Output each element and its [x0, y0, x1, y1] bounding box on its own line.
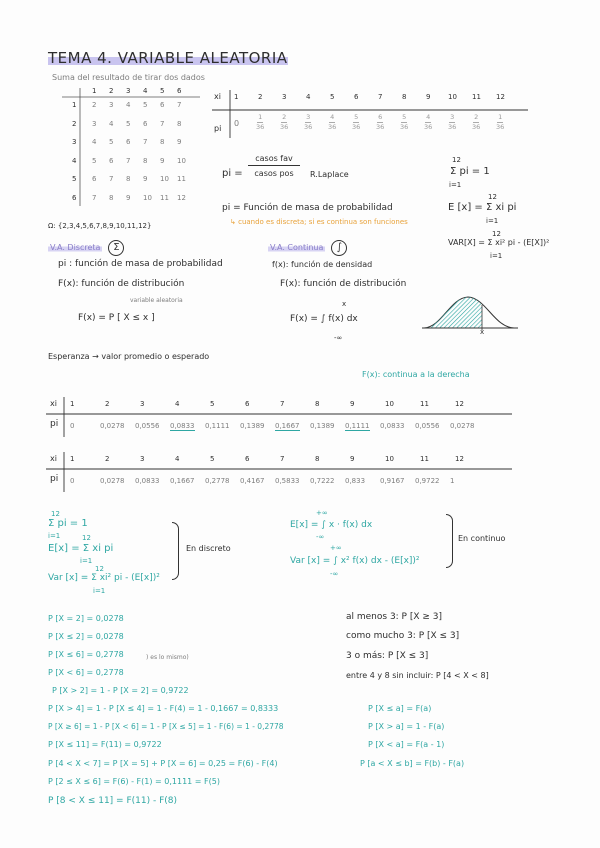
pi-value: 0,1389	[240, 422, 265, 430]
dice-cell: 8	[177, 119, 182, 128]
dice-cell: 9	[126, 193, 131, 202]
pi-value: 0,4167	[240, 477, 265, 485]
pi-value: 0,0833	[135, 477, 160, 485]
prob-pi-num: 3	[450, 113, 455, 121]
prob-xi: 2	[258, 93, 263, 101]
dice-cell: 7	[177, 101, 182, 109]
dice-cell: 7	[109, 175, 114, 183]
cont-variance: Var [x] = ∫ x² f(x) dx - (E[x])²	[290, 556, 420, 566]
prob-pi-fraction	[304, 113, 312, 132]
xi-value: 7	[280, 455, 285, 463]
dice-col-header: 6	[177, 87, 182, 95]
disc-l2-top: 12	[82, 534, 91, 542]
xi-value: 3	[140, 455, 145, 463]
continua-derecha: F(x): continua a la derecha	[362, 370, 470, 379]
prob-pi-num: 3	[306, 113, 311, 121]
prob-xi: 6	[354, 93, 359, 101]
laplace-num: casos fav	[248, 154, 300, 166]
dice-cell: 6	[109, 156, 114, 165]
cont-l1-bottom: -∞	[316, 533, 325, 541]
suma-label: Suma del resultado de tirar dos dados	[52, 73, 205, 82]
dice-cell: 7	[143, 138, 148, 146]
pi-value: 0,9722	[415, 477, 440, 485]
dice-cell: 7	[126, 156, 131, 165]
dice-cell: 8	[143, 156, 148, 165]
disc-l3-bottom: i=1	[93, 587, 106, 595]
cont-expectation: E[x] = ∫ x · f(x) dx	[290, 520, 373, 530]
pi-note: ↳ cuando es discreta; si es continua son funciones	[230, 218, 408, 226]
pi-value: 0	[70, 477, 75, 485]
xi-value: 12	[455, 400, 464, 408]
dice-cell: 10	[160, 175, 169, 183]
eq-left: P [X > 2] = 1 - P [X = 2] = 0,9722	[52, 686, 189, 695]
laplace-pi: pi =	[222, 168, 243, 179]
xi-value: 4	[175, 455, 180, 463]
prob-pi-fraction	[448, 113, 456, 132]
page-title: TEMA 4. VARIABLE ALEATORIA	[48, 49, 288, 67]
eq-left: P [X ≤ 6] = 0,2778	[48, 650, 124, 659]
dice-cell: 4	[109, 119, 114, 128]
dice-cell: 6	[143, 119, 148, 128]
prob-pi-den: 36	[328, 123, 337, 131]
prob-pi-den: 36	[256, 123, 265, 131]
dice-cell: 7	[160, 119, 165, 128]
dice-cell: 11	[177, 175, 186, 183]
pi-value: 0,833	[345, 477, 366, 485]
sum-bottom: i=1	[449, 181, 462, 189]
prob-xi: 5	[330, 93, 335, 101]
prob-pi-num: 1	[498, 113, 503, 121]
xi-label: xi	[50, 399, 57, 408]
density-graph	[422, 290, 520, 338]
pi-value: 0,9167	[380, 477, 405, 485]
dice-row-header: 4	[72, 156, 77, 165]
dice-cell: 6	[126, 138, 131, 146]
prob-pi-num: 4	[330, 113, 335, 121]
cont-l2-top: +∞	[330, 544, 342, 552]
cont-l2-bottom: -∞	[330, 570, 339, 578]
dice-cell: 3	[109, 101, 114, 109]
dice-cell: 5	[126, 119, 131, 128]
dice-cell: 6	[160, 101, 165, 109]
dice-cell: 6	[92, 175, 97, 183]
xi-value: 9	[350, 455, 355, 463]
xi-value: 5	[210, 400, 215, 408]
prob-xi: 12	[496, 93, 505, 101]
eq-left: P [X ≤ 11] = F(11) = 0,9722	[48, 740, 162, 749]
va-continua: V.A. Continua ∫	[268, 240, 347, 256]
laplace-fraction	[248, 154, 300, 178]
prob-xi: 11	[472, 93, 481, 101]
prob-pi-den: 36	[496, 123, 505, 131]
cont-limit-bottom: -∞	[334, 334, 343, 342]
xi-value: 10	[385, 400, 394, 408]
prob-pi-den: 36	[400, 123, 409, 131]
disc-pi: pi : función de masa de probabilidad	[58, 259, 223, 269]
va-discreta: V.A. Discreta Σ	[48, 240, 124, 256]
prob-xi: 9	[426, 93, 431, 101]
integral-icon: ∫	[331, 240, 347, 256]
dice-cell: 5	[109, 138, 114, 146]
disc-sum-pi: Σ pi = 1	[48, 518, 88, 529]
xi-value: 6	[245, 400, 250, 408]
sum-top: 12	[452, 156, 461, 164]
dice-cell: 5	[92, 156, 97, 165]
dice-cell: 10	[143, 193, 152, 202]
pi-value: 0,2778	[205, 477, 230, 485]
eq-left: P [2 ≤ X ≤ 6] = F(6) - F(1) = 0,1111 = F(5)	[48, 777, 220, 786]
xi-value: 11	[420, 400, 429, 408]
prob-xi-label: xi	[214, 92, 221, 101]
prob-xi: 8	[402, 93, 407, 101]
xi-value: 3	[140, 400, 145, 408]
prob-xi: 10	[448, 93, 457, 101]
disc-brace	[172, 522, 179, 580]
dice-cell: 8	[160, 138, 165, 146]
cont-limit-top: x	[342, 300, 347, 308]
pi-value: 0,5833	[275, 477, 300, 485]
prob-pi-fraction	[472, 113, 480, 132]
eq-right: al menos 3: P [X ≥ 3]	[346, 612, 443, 622]
sum-formula: Σ pi = 1	[450, 166, 490, 177]
prob-pi-label: pi	[214, 124, 222, 133]
xi-value: 2	[105, 400, 110, 408]
dice-cell: 9	[177, 138, 182, 146]
pi-definition: pi = Función de masa de probabilidad	[222, 203, 393, 213]
cont-F-formula: F(x) = ∫ f(x) dx	[290, 314, 358, 324]
pi-value: 0,0278	[450, 422, 475, 430]
dice-col-header: 2	[109, 87, 114, 95]
dice-col-header: 4	[143, 87, 148, 95]
prob-xi: 3	[282, 93, 287, 101]
xi-value: 5	[210, 455, 215, 463]
dice-row-header: 3	[72, 138, 77, 146]
prob-pi-num: 2	[474, 113, 479, 121]
dice-cell: 8	[109, 193, 114, 202]
cont-label: En continuo	[458, 534, 506, 543]
pi-value: 0,1111	[345, 422, 370, 430]
disc-l3-top: 12	[95, 565, 104, 573]
prob-pi-num: 5	[402, 113, 407, 121]
pi-value: 0,1667	[275, 422, 300, 430]
eq-left: P [X = 2] = 0,0278	[48, 614, 124, 623]
prob-pi-num: 6	[378, 113, 383, 121]
prob-pi-fraction	[376, 113, 384, 132]
xi-value: 6	[245, 455, 250, 463]
pi-value: 0,7222	[310, 477, 335, 485]
xi-value: 8	[315, 400, 320, 408]
dice-cell: 9	[160, 156, 165, 165]
xi-value: 10	[385, 455, 394, 463]
esperanza-note: Esperanza → valor promedio o esperado	[48, 352, 210, 361]
dice-cell: 10	[177, 156, 186, 165]
pi-value: 0,0833	[380, 422, 405, 430]
prob-pi-num: 5	[354, 113, 359, 121]
prob-xi: 1	[234, 93, 239, 101]
pi-value: 0,0556	[135, 422, 160, 430]
prob-pi-fraction	[280, 113, 288, 132]
disc-l2-bottom: i=1	[80, 557, 93, 565]
pi-value: 0,1667	[170, 477, 195, 485]
dice-cell: 11	[160, 193, 169, 202]
prob-pi-den: 36	[280, 123, 289, 131]
xi-value: 11	[420, 455, 429, 463]
eq-right: 3 o más: P [X ≤ 3]	[346, 651, 429, 661]
eq-left: P [X ≥ 6] = 1 - P [X < 6] = 1 - P [X ≤ 5] = 1 - F(6) = 1 - 0,2778	[48, 722, 284, 731]
dice-cell: 3	[92, 119, 97, 128]
xi-label: xi	[50, 454, 57, 463]
prob-pi-fraction	[328, 113, 336, 132]
eq-right-teal: P [a < X ≤ b] = F(b) - F(a)	[360, 759, 465, 768]
cont-l1-top: +∞	[316, 509, 328, 517]
prob-pi-den: 36	[304, 123, 313, 131]
dice-row-header: 6	[72, 193, 77, 202]
dice-col-header: 3	[126, 87, 131, 95]
pi-label: pi	[50, 474, 59, 484]
xi-value: 1	[70, 455, 75, 463]
prob-pi-num: 4	[426, 113, 431, 121]
dice-cell: 4	[92, 138, 97, 146]
xi-value: 2	[105, 455, 110, 463]
pi-label: pi	[50, 419, 59, 429]
pi-value: 1	[450, 477, 455, 485]
prob-pi-fraction	[256, 113, 264, 132]
dice-cell: 5	[143, 101, 148, 109]
var-formula: VAR[X] = Σ xi² pi - (E[X])²	[448, 238, 550, 247]
eq-left: P [X < 6] = 0,2778	[48, 668, 124, 677]
dice-row-header: 2	[72, 119, 77, 128]
cont-f: f(x): función de densidad	[272, 260, 373, 269]
laplace-name: R.Laplace	[310, 170, 349, 179]
disc-l1-top: 12	[51, 510, 60, 518]
cont-F: F(x): función de distribución	[280, 279, 407, 289]
prob-xi: 7	[378, 93, 383, 101]
expect-top: 12	[488, 193, 497, 201]
dice-cell: 4	[126, 101, 131, 109]
prob-pi-fraction	[400, 113, 408, 132]
prob-pi-fraction	[496, 113, 504, 132]
xi-value: 8	[315, 455, 320, 463]
xi-value: 9	[350, 400, 355, 408]
dice-table-lines	[60, 84, 210, 209]
xi-value: 7	[280, 400, 285, 408]
eq-left: P [X ≤ 2] = 0,0278	[48, 632, 124, 641]
laplace-den: casos pos	[254, 169, 294, 178]
prob-pi-num: 2	[282, 113, 287, 121]
xi-value: 1	[70, 400, 75, 408]
graph-x-label: x	[480, 328, 485, 336]
eq-right-teal: P [X > a] = 1 - F(a)	[368, 722, 445, 731]
dice-cell: 12	[177, 193, 186, 202]
tab2-lines	[44, 450, 514, 494]
eq-right: como mucho 3: P [X ≤ 3]	[346, 631, 460, 641]
pi-value: 0,1389	[310, 422, 335, 430]
sigma-icon: Σ	[108, 240, 124, 256]
prob-pi-first: 0	[234, 119, 240, 128]
dice-row-header: 1	[72, 101, 77, 109]
xi-value: 4	[175, 400, 180, 408]
prob-pi-den: 36	[448, 123, 457, 131]
var-bottom: i=1	[490, 252, 503, 260]
prob-pi-num: 1	[258, 113, 263, 121]
dice-cell: 7	[92, 193, 97, 202]
eq-left: P [4 < X < 7] = P [X = 5] + P [X = 6] = 0,25 = F(6) - F(4)	[48, 759, 278, 768]
prob-pi-den: 36	[472, 123, 481, 131]
eq-right: entre 4 y 8 sin incluir: P [4 < X < 8]	[346, 671, 489, 680]
pi-value: 0,0833	[170, 422, 195, 430]
eq-right-teal: P [X ≤ a] = F(a)	[368, 704, 432, 713]
pi-value: 0,1111	[205, 422, 230, 430]
prob-pi-den: 36	[376, 123, 385, 131]
disc-variance: Var [x] = Σ xi² pi - (E[x])²	[48, 573, 160, 583]
eq-right-teal: P [X < a] = F(a - 1)	[368, 740, 445, 749]
pi-value: 0,0278	[100, 477, 125, 485]
dice-row-header: 5	[72, 175, 77, 183]
eq-left: P [8 < X ≤ 11] = F(11) - F(8)	[48, 796, 177, 806]
pi-value: 0,0556	[415, 422, 440, 430]
omega-set: Ω: {2,3,4,5,6,7,8,9,10,11,12}	[48, 222, 152, 230]
prob-pi-den: 36	[352, 123, 361, 131]
pi-value: 0	[70, 422, 75, 430]
tab1-lines	[44, 395, 514, 439]
expect-formula: E [x] = Σ xi pi	[448, 202, 517, 213]
eq-left: P [X > 4] = 1 - P [X ≤ 4] = 1 - F(4) = 1 - 0,1667 = 0,8333	[48, 704, 279, 713]
dice-col-header: 1	[92, 87, 97, 95]
disc-label: En discreto	[186, 544, 231, 553]
es-lo-mismo-note: ) es lo mismo)	[146, 654, 189, 661]
var-top: 12	[492, 230, 501, 238]
prob-pi-fraction	[424, 113, 432, 132]
es-lo-mismo-text: es lo mismo	[150, 654, 187, 661]
disc-F: F(x): función de distribución	[58, 279, 185, 289]
va-small-note: variable aleatoria	[130, 297, 183, 304]
dice-cell: 9	[143, 175, 148, 183]
pi-value: 0,0278	[100, 422, 125, 430]
disc-expectation: E[x] = Σ xi pi	[48, 543, 114, 554]
prob-xi: 4	[306, 93, 311, 101]
disc-l1-bottom: i=1	[48, 532, 61, 540]
xi-value: 12	[455, 455, 464, 463]
prob-pi-den: 36	[424, 123, 433, 131]
dice-cell: 2	[92, 101, 97, 109]
prob-pi-fraction	[352, 113, 360, 132]
dice-cell: 8	[126, 175, 131, 183]
disc-F-formula: F(x) = P [ X ≤ x ]	[78, 313, 155, 323]
dice-col-header: 5	[160, 87, 165, 95]
cont-brace	[446, 514, 453, 568]
expect-bottom: i=1	[486, 217, 499, 225]
